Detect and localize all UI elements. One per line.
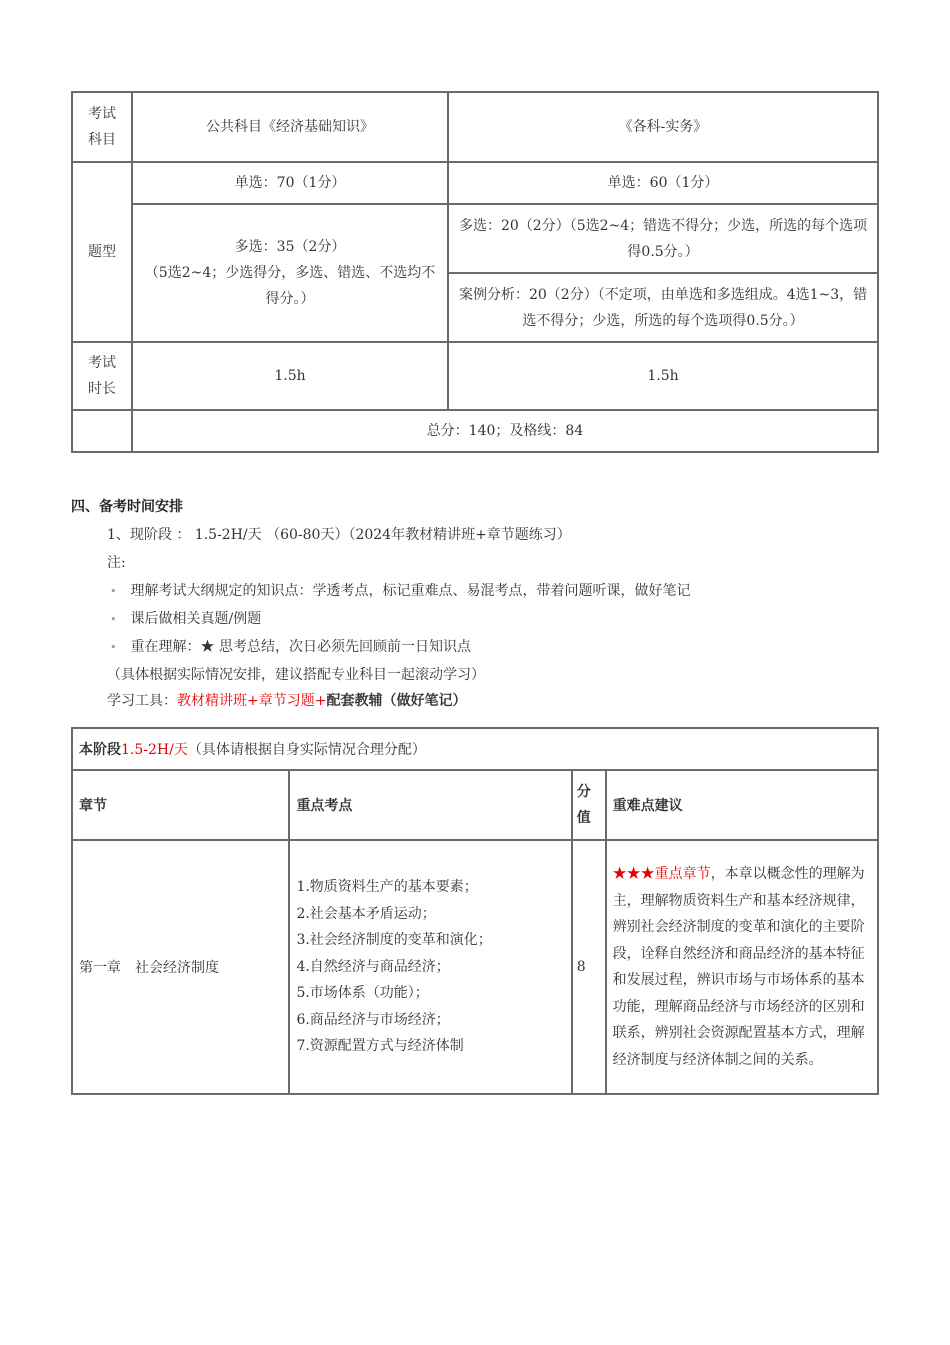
exam-info-table <box>71 91 879 453</box>
col2-single: 单选：60（1分） <box>607 175 719 191</box>
header-chapter: 章节 <box>72 770 289 840</box>
col2-title-cell <box>448 92 878 162</box>
col2-case: 案例分析：20（2分）（不定项，由单选和多选组成。4选1~3，错选不得分；少选，所选的每个选项得0.5分。） <box>458 286 868 329</box>
key-chapter-badge: ★★★重点章节 <box>612 866 711 882</box>
list-item: 5.市场体系（功能）； <box>296 985 429 1002</box>
col2-multi-cell <box>448 204 878 273</box>
bullet-text: 理解考试大纲规定的知识点：学透考点，标记重难点、易混考点，带着问题听课，做好笔记 <box>130 583 691 599</box>
list-item: 3.社会经济制度的变革和演化； <box>296 932 492 949</box>
stage-line: 1、现阶段 ： 1.5-2H/天 （60-80天）（2024年教材精讲班+章节题练习） <box>107 527 571 543</box>
bullet-text: 重在理解：★ 思考总结，次日必须先回顾前一日知识点 <box>130 639 471 655</box>
stage-suffix: （具体请根据自身实际情况合理分配） <box>187 742 426 758</box>
points-cell <box>289 840 571 1094</box>
study-plan-table <box>71 727 879 1095</box>
header-key-points: 重点考点 <box>289 770 571 840</box>
col1-multi-note: （5选2~4；少选得分，多选、错选、不选均不得分。） <box>144 265 436 307</box>
bullet-item <box>110 636 471 656</box>
advice-text <box>607 861 877 1073</box>
subject-label-cell <box>72 92 132 162</box>
tools-bold: 配套教辅（做好笔记） <box>326 693 467 709</box>
bullet-dot-icon: • <box>110 613 117 626</box>
key-points-list <box>290 874 570 1060</box>
list-item: 6.商品经济与市场经济； <box>296 1011 450 1028</box>
stage-hours: 1.5-2H/天 <box>121 742 188 758</box>
advice-cell <box>606 840 878 1094</box>
col1-single: 单选：70（1分） <box>234 175 346 191</box>
col1-multi-cell <box>132 204 448 342</box>
col2-case-cell <box>448 273 878 342</box>
duration-label-cell <box>72 342 132 410</box>
note-label: 注: <box>107 555 126 571</box>
col1-duration-cell <box>132 342 448 410</box>
bullet-dot-icon: • <box>110 585 117 598</box>
total-score: 总分：140；及格线：84 <box>426 423 584 439</box>
col2-duration: 1.5h <box>647 368 679 384</box>
list-item: 7.资源配置方式与经济体制 <box>296 1038 464 1055</box>
col1-title-cell <box>132 92 448 162</box>
bullet-item <box>110 580 691 600</box>
empty-cell <box>72 410 132 452</box>
remark: （具体根据实际情况安排，建议搭配专业科目一起滚动学习） <box>107 667 485 683</box>
chapter-cell: 第一章 社会经济制度 <box>72 840 289 1094</box>
stage-prefix: 本阶段 <box>79 742 121 758</box>
header-score: 分值 <box>572 770 606 840</box>
header-advice: 重难点建议 <box>606 770 878 840</box>
bullet-text: 课后做相关真题/例题 <box>130 611 262 627</box>
col2-multi: 多选：20（2分）（5选2~4；错选不得分；少选，所选的每个选项得0.5分。） <box>458 217 868 260</box>
advice-body: ，本章以概念性的理解为主，理解物质资料生产和基本经济规律，辨别社会经济制度的变革和演化的主要阶段，诠释自然经济和商品经济的基本特征和发展过程，辨识市场与市场体系的基本功能，理解商品经济与市场经济的区别和联系，辨别社会资源配置基本方式，理解经济制度与经济体制之间的关系。 <box>612 866 865 1068</box>
type-label-cell <box>72 162 132 342</box>
section-heading: 四、备考时间安排 <box>71 499 183 515</box>
list-item: 1.物质资料生产的基本要素； <box>296 879 478 896</box>
col2-duration-cell <box>448 342 878 410</box>
col2-title: 《各科-实务》 <box>618 119 708 135</box>
tools-prefix: 学习工具： <box>107 693 177 709</box>
bullet-item <box>110 608 261 628</box>
bullet-dot-icon: • <box>110 641 117 654</box>
score-cell: 8 <box>572 840 606 1094</box>
col1-single-cell <box>132 162 448 204</box>
tools-line <box>107 690 466 710</box>
col1-duration: 1.5h <box>274 368 306 384</box>
type-label: 题型 <box>87 244 116 260</box>
list-item: 4.自然经济与商品经济； <box>296 958 450 975</box>
stage-header <box>72 728 878 770</box>
list-item: 2.社会基本矛盾运动； <box>296 905 436 922</box>
col1-title: 公共科目《经济基础知识》 <box>206 119 375 135</box>
col2-single-cell <box>448 162 878 204</box>
subject-label: 考试科目 <box>87 106 116 148</box>
total-cell <box>132 410 878 452</box>
col1-multi-main: 多选：35（2分） <box>234 239 346 255</box>
tools-highlight: 教材精讲班+章节习题+ <box>177 693 327 709</box>
duration-label: 考试时长 <box>87 355 116 397</box>
table-row <box>72 840 878 1094</box>
